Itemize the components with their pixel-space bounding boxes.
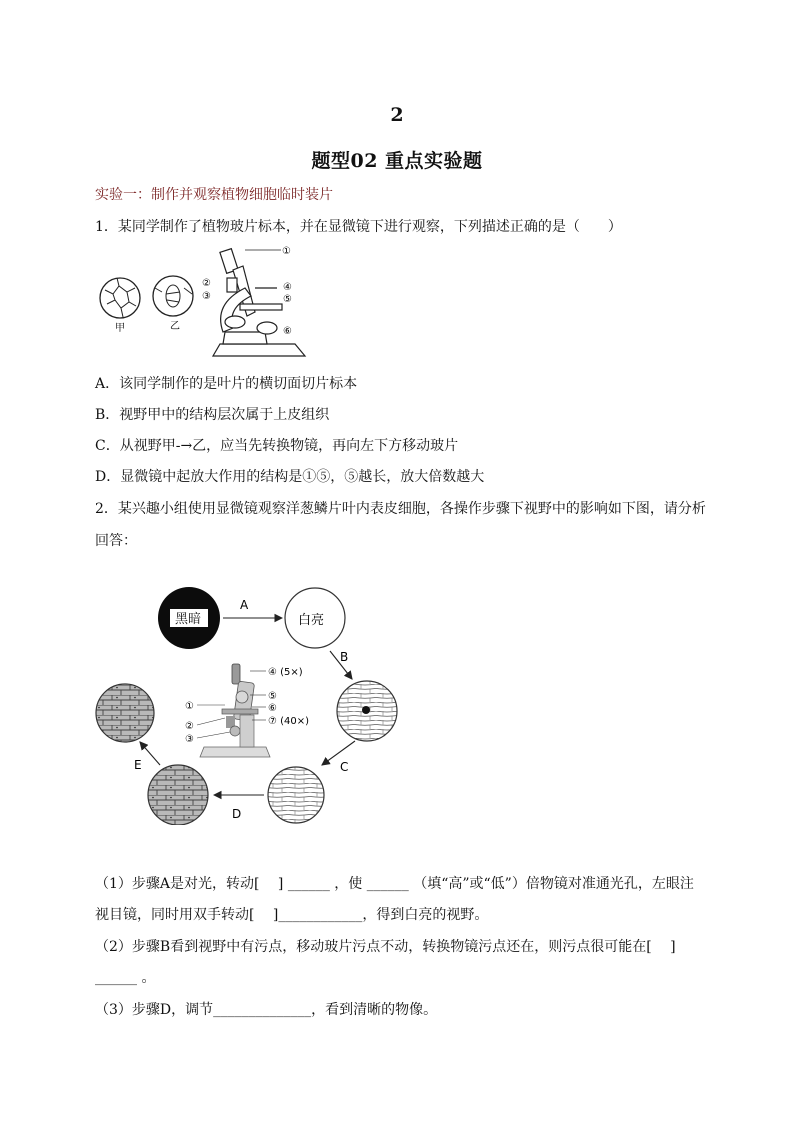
- q1-label-4: ④: [283, 282, 292, 293]
- q1-label-5: ⑤: [283, 294, 292, 305]
- q1-figure: [95, 244, 310, 362]
- view-yi-icon: [153, 276, 193, 316]
- q2-label-1: ①: [185, 701, 194, 712]
- q2-stem-line2: 回答：: [95, 533, 137, 549]
- q2-sub2-line2[interactable]: ______ 。: [95, 970, 156, 986]
- view-c-icon: [268, 767, 324, 823]
- view-e-icon: [96, 684, 154, 742]
- q2-sub1-line2[interactable]: 视目镜，同时用双手转动[ ]____________，得到白亮的视野。: [95, 907, 489, 923]
- q1-label-6: ⑥: [283, 326, 292, 337]
- section-heading: 实验一：制作并观察植物细胞临时装片: [95, 187, 333, 203]
- view-yi-label: 乙: [170, 321, 180, 332]
- q1-stem: 1．某同学制作了植物玻片标本，并在显微镜下进行观察，下列描述正确的是（ ）: [95, 219, 622, 235]
- q1-option-d[interactable]: D．显微镜中起放大作用的结构是①⑤，⑤越长，放大倍数越大: [95, 469, 485, 485]
- step-b-label: B: [340, 650, 349, 664]
- q1-label-1: ①: [282, 246, 291, 257]
- step-e-label: E: [134, 758, 142, 772]
- q2-label-3: ③: [185, 734, 194, 745]
- page-number: 2: [390, 104, 404, 126]
- q2-stem-line1: 2．某兴趣小组使用显微镜观察洋葱鳞片叶内表皮细胞，各操作步骤下视野中的影响如下图，请分析: [95, 501, 706, 517]
- view-jia-icon: [100, 278, 140, 318]
- view-jia-label: 甲: [115, 323, 125, 334]
- q2-label-2: ②: [185, 721, 194, 732]
- step-c-label: C: [340, 760, 349, 774]
- step-d-label: D: [232, 807, 242, 821]
- q2-label-5: ⑤: [268, 691, 277, 702]
- q2-sub2-line1[interactable]: （2）步骤B看到视野中有污点，移动玻片污点不动，转换物镜污点还在，则污点很可能在[ ]: [95, 939, 676, 955]
- q1-option-c[interactable]: C．从视野甲-→乙，应当先转换物镜，再向左下方移动玻片: [95, 438, 459, 454]
- arrow-e: [140, 742, 160, 765]
- q2-label-7: ⑦ (40×): [268, 716, 310, 727]
- q2-figure: [90, 585, 410, 825]
- q2-label-4: ④ (5×): [268, 667, 303, 678]
- q1-option-a[interactable]: A．该同学制作的是叶片的横切面切片标本: [95, 376, 358, 392]
- microscope-q2-icon: [200, 664, 270, 757]
- q2-sub1-line1[interactable]: （1）步骤A是对光，转动[ ] ______ ，使 ______ （填“高”或“低”）倍物镜对准通光孔，左眼注: [95, 876, 694, 892]
- q1-label-3: ③: [202, 291, 211, 302]
- page-title: 题型02 重点实验题: [311, 150, 483, 172]
- view-d-icon: [148, 765, 208, 825]
- q1-option-b[interactable]: B．视野甲中的结构层次属于上皮组织: [95, 407, 330, 423]
- q2-sub3[interactable]: （3）步骤D，调节______________，看到清晰的物像。: [95, 1002, 438, 1018]
- step-a-label: A: [240, 598, 249, 612]
- q1-label-2: ②: [202, 278, 211, 289]
- bright-view-label: 白亮: [298, 613, 325, 628]
- dark-view-label: 黑暗: [175, 612, 202, 627]
- q2-label-6: ⑥: [268, 703, 277, 714]
- arrow-c: [322, 741, 355, 765]
